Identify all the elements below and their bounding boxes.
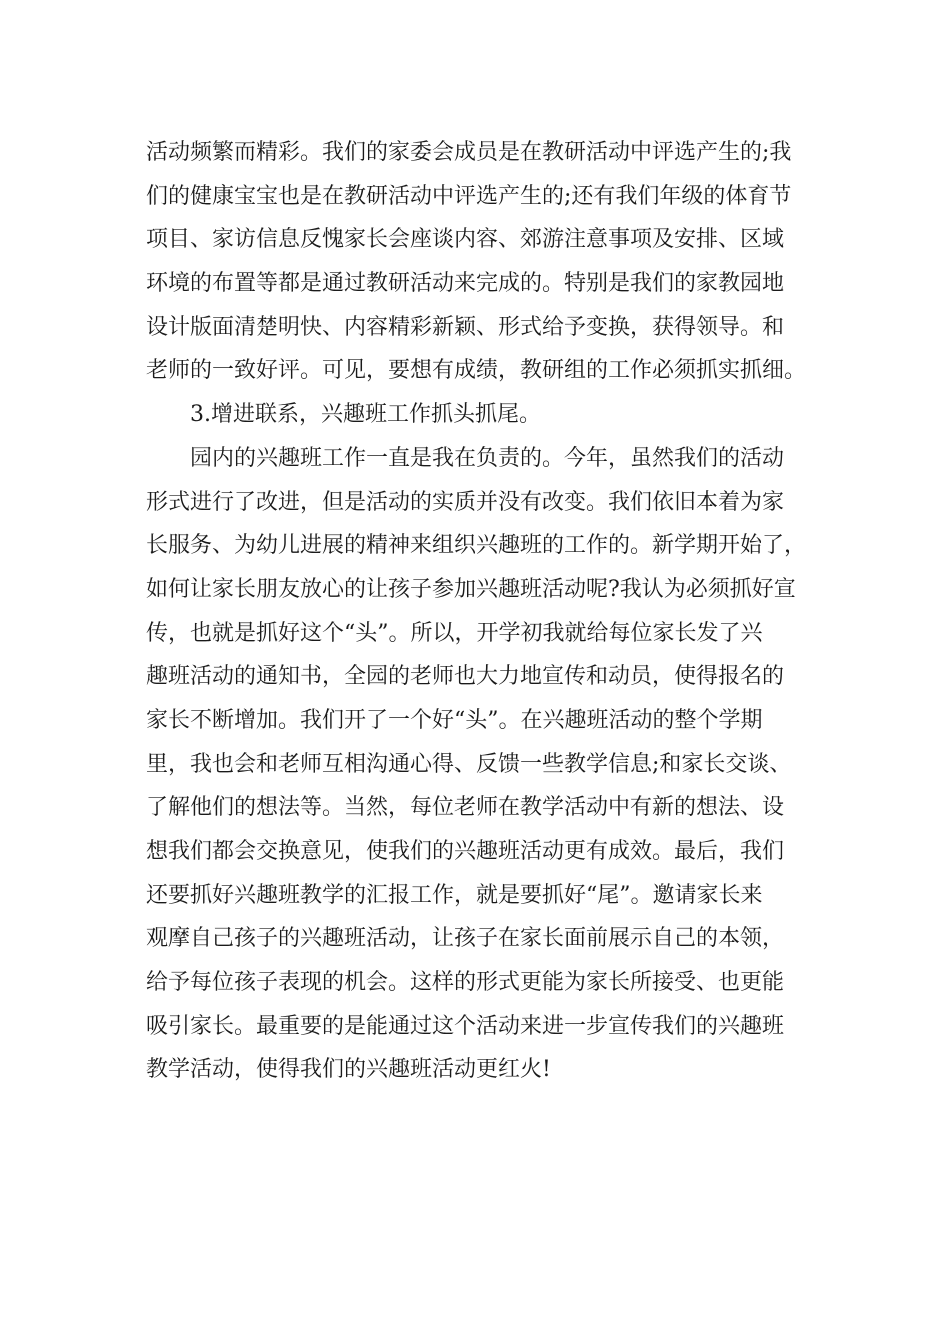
text-line: 教学活动，使得我们的兴趣班活动更红火! — [146, 1057, 551, 1083]
text-line: 们的健康宝宝也是在教研活动中评选产生的;还有我们年级的体育节 — [146, 183, 792, 209]
text-line: 想我们都会交换意见，使我们的兴趣班活动更有成效。最后，我们 — [146, 839, 785, 864]
text-line: 了解他们的想法等。当然，每位老师在教学活动中有新的想法、设 — [146, 795, 785, 821]
text-line: 老师的一致好评。可见，要想有成绩，教研组的工作必须抓实抓细。 — [146, 358, 807, 384]
text-line: 还要抓好兴趣班教学的汇报工作，就是要抓好“尾”。邀请家长来 — [146, 882, 763, 908]
text-line: 观摩自己孩子的兴趣班活动，让孩子在家长面前展示自己的本领， — [146, 926, 785, 952]
text-line: 环境的布置等都是通过教研活动来完成的。特别是我们的家教园地 — [146, 271, 785, 297]
text-line: 形式进行了改进，但是活动的实质并没有改变。我们依旧本着为家 — [146, 489, 785, 515]
section-heading: 3.增进联系，兴趣班工作抓头抓尾。 — [190, 402, 541, 428]
body-text — [146, 131, 826, 1092]
text-line: 设计版面清楚明快、内容精彩新颖、形式给予变换，获得领导。和 — [146, 314, 785, 340]
text-line: 项目、家访信息反愧家长会座谈内容、郊游注意事项及安排、区域 — [146, 227, 785, 253]
text-line: 里，我也会和老师互相沟通心得、反馈一些教学信息;和家长交谈、 — [146, 751, 792, 777]
text-line: 吸引家长。最重要的是能通过这个活动来进一步宣传我们的兴趣班 — [146, 1013, 785, 1039]
text-line: 给予每位孩子表现的机会。这样的形式更能为家长所接受、也更能 — [146, 970, 785, 996]
text-line: 传，也就是抓好这个“头”。所以，开学初我就给每位家长发了兴 — [146, 620, 763, 646]
text-line: 家长不断增加。我们开了一个好“头”。在兴趣班活动的整个学期 — [146, 707, 763, 733]
paragraph-start: 园内的兴趣班工作一直是我在负责的。今年，虽然我们的活动 — [190, 445, 785, 471]
text-line: 长服务、为幼儿进展的精神来组织兴趣班的工作的。新学期开始了， — [146, 533, 807, 559]
text-line: 活动频繁而精彩。我们的家委会成员是在教研活动中评选产生的;我 — [146, 140, 792, 165]
text-line: 如何让家长朋友放心的让孩子参加兴趣班活动呢?我认为必须抓好宣 — [146, 576, 796, 602]
text-line: 趣班活动的通知书，全园的老师也大力地宣传和动员，使得报名的 — [146, 664, 785, 690]
